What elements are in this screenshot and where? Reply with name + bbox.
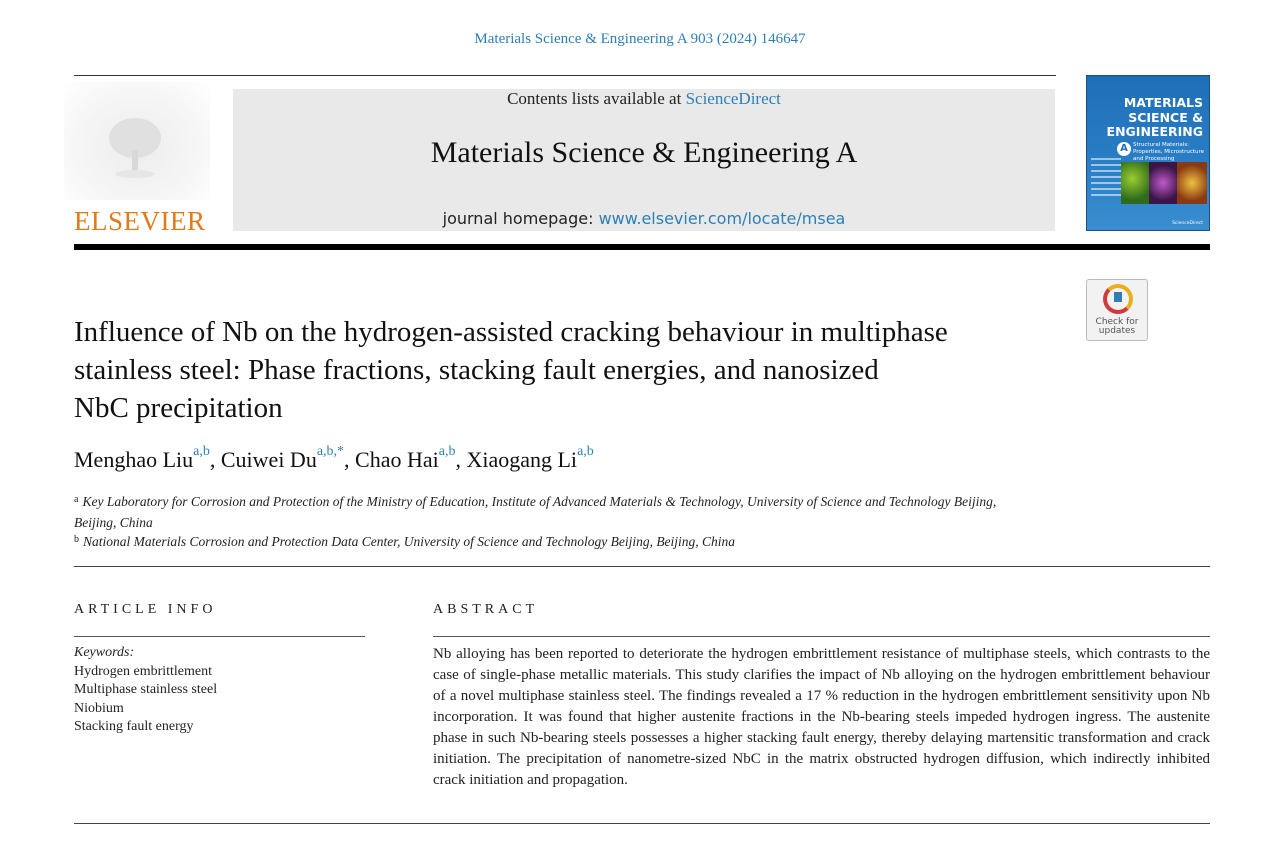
check-for-updates-label: Check for updates [1095, 317, 1139, 336]
cover-micrograph-green [1121, 162, 1149, 204]
affiliations [74, 492, 1064, 553]
affiliation-item [74, 492, 1064, 513]
cover-title: MATERIALS SCIENCE & ENGINEERING [1106, 95, 1203, 139]
author-affiliation-marks[interactable]: a,b [438, 443, 456, 459]
keyword-item: Hydrogen embrittlement [74, 663, 213, 679]
article-info-divider [74, 636, 365, 637]
affiliation-mark: a [74, 494, 79, 505]
author-list: Menghao Liu$^{a,b}$, Cuiwei $Du^{a,b,*}$, Chao Hai$^{a,b}$, Xiaogang Li$^{a,b}$ [74, 443, 594, 472]
author-name[interactable]: Chao Hai [355, 447, 439, 472]
abstract-heading: ABSTRACT [433, 602, 539, 617]
article-title: Influence of Nb on the hydrogen-assisted cracking behaviour in multiphase stainless steel: Phase fractions, stacking fault energies, and nanosized NbC precipitation [74, 316, 948, 424]
author-affiliation-marks[interactable]: a,b [577, 443, 594, 459]
article-info-heading: ARTICLE INFO [74, 602, 217, 617]
cover-micrograph-purple [1149, 162, 1177, 204]
cover-editor-list [1091, 158, 1121, 200]
footer-divider [74, 823, 1210, 824]
bookmark-icon [1114, 292, 1122, 302]
keyword-item: Stacking fault energy [74, 719, 194, 734]
keyword-item: Multiphase stainless steel [74, 682, 218, 697]
journal-citation[interactable]: Materials Science & Engineering A 903 (2024) 146647 [474, 31, 806, 47]
publisher-name[interactable]: ELSEVIER [74, 206, 206, 236]
affiliation-text-continued: Beijing, China [74, 515, 153, 530]
homepage-link[interactable]: www.elsevier.com/locate/msea [598, 209, 846, 228]
contents-prefix: Contents lists available at [507, 89, 686, 108]
cover-footer: ScienceDirect [1172, 221, 1203, 226]
header-divider [74, 75, 1056, 76]
elsevier-tree-icon [100, 110, 170, 180]
homepage-line [233, 209, 1055, 228]
abstract-body: Nb alloying has been reported to deteriorate the hydrogen embrittlement resistance of multiphase steels, which contrasts to the case of single-phase metallic materials. This study clarifies the impact of Nb alloying on the hydrogen embrittlement behaviour of a novel multiphase stainless steel. The findings revealed a 17 % reduction in the hydrogen embrittlement sensitivity upon Nb incorporation. It was found that higher austenite fractions in the Nb-bearing steels impeded hydrogen ingress. The austenite phase in such Nb-bearing steels possesses a higher stacking fault energy, thereby delaying martensitic transformation and crack initiation. The precipitation of nanometre-sized NbC in the matrix obstructed hydrogen diffusion, which indirectly inhibited crack initiation and propagation. [433, 646, 1210, 788]
check-for-updates-button[interactable] [1086, 279, 1148, 341]
keywords-list [74, 644, 217, 737]
sciencedirect-link[interactable]: ScienceDirect [685, 89, 781, 108]
cover-subtitle: Structural Materials: Properties, Microstructure and Processing [1133, 142, 1205, 162]
abstract-divider [433, 636, 1210, 637]
affiliation-text: Key Laboratory for Corrosion and Protection of the Ministry of Education, Institute of Advanced Materials & Technology, University of Science and Technology Beijing, [82, 494, 997, 509]
author-name[interactable]: Xiaogang Li [466, 447, 578, 472]
author-affiliation-marks[interactable]: a,b,* [316, 443, 345, 459]
cover-micrograph-orange [1177, 162, 1207, 204]
keywords-label: Keywords: [74, 645, 135, 660]
keyword-item: Niobium [74, 700, 124, 716]
author-affiliation-marks[interactable]: a,b [193, 443, 210, 459]
homepage-prefix: journal homepage: [442, 209, 599, 228]
author-name[interactable]: Menghao Liu [74, 447, 194, 472]
journal-name: Materials Science & Engineering A [430, 136, 858, 169]
cover-letter: A [1117, 142, 1131, 156]
affiliation-item [74, 532, 1064, 553]
affiliation-text: National Materials Corrosion and Protection Data Center, University of Science and Technology Beijing, Beijing, China [83, 534, 736, 549]
affiliation-mark: b [74, 534, 79, 545]
contents-line [233, 89, 1055, 109]
header-thick-divider [74, 244, 1210, 250]
author-name[interactable]: Cuiwei Du [220, 447, 317, 472]
section-divider [74, 566, 1210, 567]
journal-cover[interactable] [1086, 75, 1210, 231]
